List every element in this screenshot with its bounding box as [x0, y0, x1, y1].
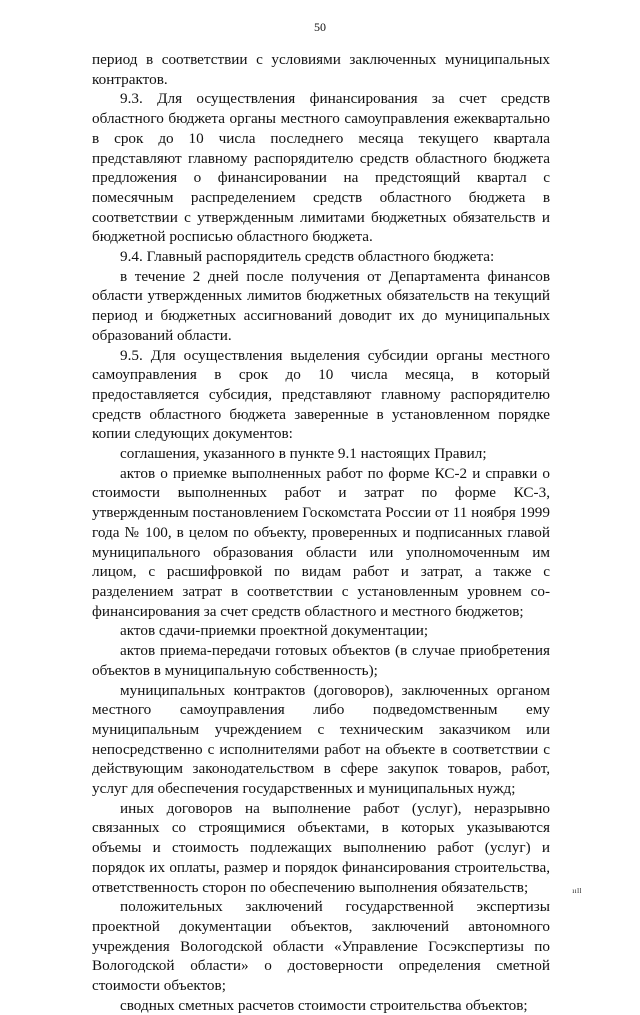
paragraph-continuation: период в соответствии с условиями заключенных муниципальных контрактов.	[92, 51, 550, 88]
list-item-expert-conclusions: положительных заключений государственной экспертизы проектной документации объектов, заключений автономного учреждения Вологодской области «Управление Госэкспертизы по Вологодской области» о достоверности определения сметной стоимости объектов;	[92, 898, 550, 995]
list-item-other-contracts: иных договоров на выполнение работ (услуг), неразрывно связанных со строящимися объектами, в которых указываются объемы и стоимость подлежащих выполнению работ (услуг) и порядок их оплаты, размер и порядок финансирования строительства, ответственность сторон по обеспечению выполнения обязательств;	[92, 799, 550, 896]
paragraph-9-4-item: в течение 2 дней после получения от Департамента финансов области утвержденных лимитов бюджетных обязательств на текущий период и бюджетных ассигнований доводит их до муниципальных образований области.	[92, 267, 550, 344]
paragraph-9-5: 9.5. Для осуществления выделения субсидии органы местного самоуправления в срок до 10 числа месяца, в который предоставляется субсидия, представляют главному распорядителю средств областного бюджета заверенные в установленном порядке копии следующих документов:	[92, 346, 550, 443]
list-item-agreement: соглашения, указанного в пункте 9.1 настоящих Правил;	[120, 445, 487, 463]
paragraph-9-3: 9.3. Для осуществления финансирования за счет средств областного бюджета органы местного самоуправления ежеквартально в срок до 10 числа последнего месяца текущего квартала представляют главному распорядителю средств областного бюджета предложения о финансировании на предстоящий квартал с помесячным распределением средств областного бюджета в соответствии с утвержденным лимитами бюджетных обязательств и бюджетной росписью областного бюджета.	[92, 90, 550, 246]
page-number: 50	[314, 20, 326, 34]
list-item-transfer-acts: актов приема-передачи готовых объектов (в случае приобретения объектов в муниципальную собственность);	[92, 642, 550, 679]
list-item-municipal-contracts: муниципальных контрактов (договоров), заключенных органом местного самоуправления либо подведомственным ему муниципальным учреждением с техническим заказчиком или непосредственно с исполнителями работ на объекте в соответствии с действующим законодательством в сфере закупок товаров, работ, услуг для обеспечения государственных и муниципальных нужд;	[92, 681, 550, 798]
corner-mark: ııll	[572, 887, 582, 895]
list-item-ks2-ks3-acts: актов о приемке выполненных работ по форме КС-2 и справки о стоимости выполненных работ и затрат по форме КС-3, утвержденным постановлением Госкомстата России от 11 ноября 1999 года № 100, в целом по объекту, проверенных и подписанных главой муниципального образования области или уполномоченным им лицом, с расшифровкой по видам работ и затрат, а также с разделением затрат в соответствии с установленным уровнем софинансирования за счет средств областного и местного бюджетов;	[92, 464, 550, 620]
paragraph-9-4: 9.4. Главный распорядитель средств областного бюджета:	[120, 248, 495, 266]
list-item-summary-estimates: сводных сметных расчетов стоимости строительства объектов;	[120, 996, 528, 1014]
document-body	[92, 50, 550, 1015]
list-item-design-acceptance-acts: актов сдачи-приемки проектной документации;	[120, 622, 429, 640]
